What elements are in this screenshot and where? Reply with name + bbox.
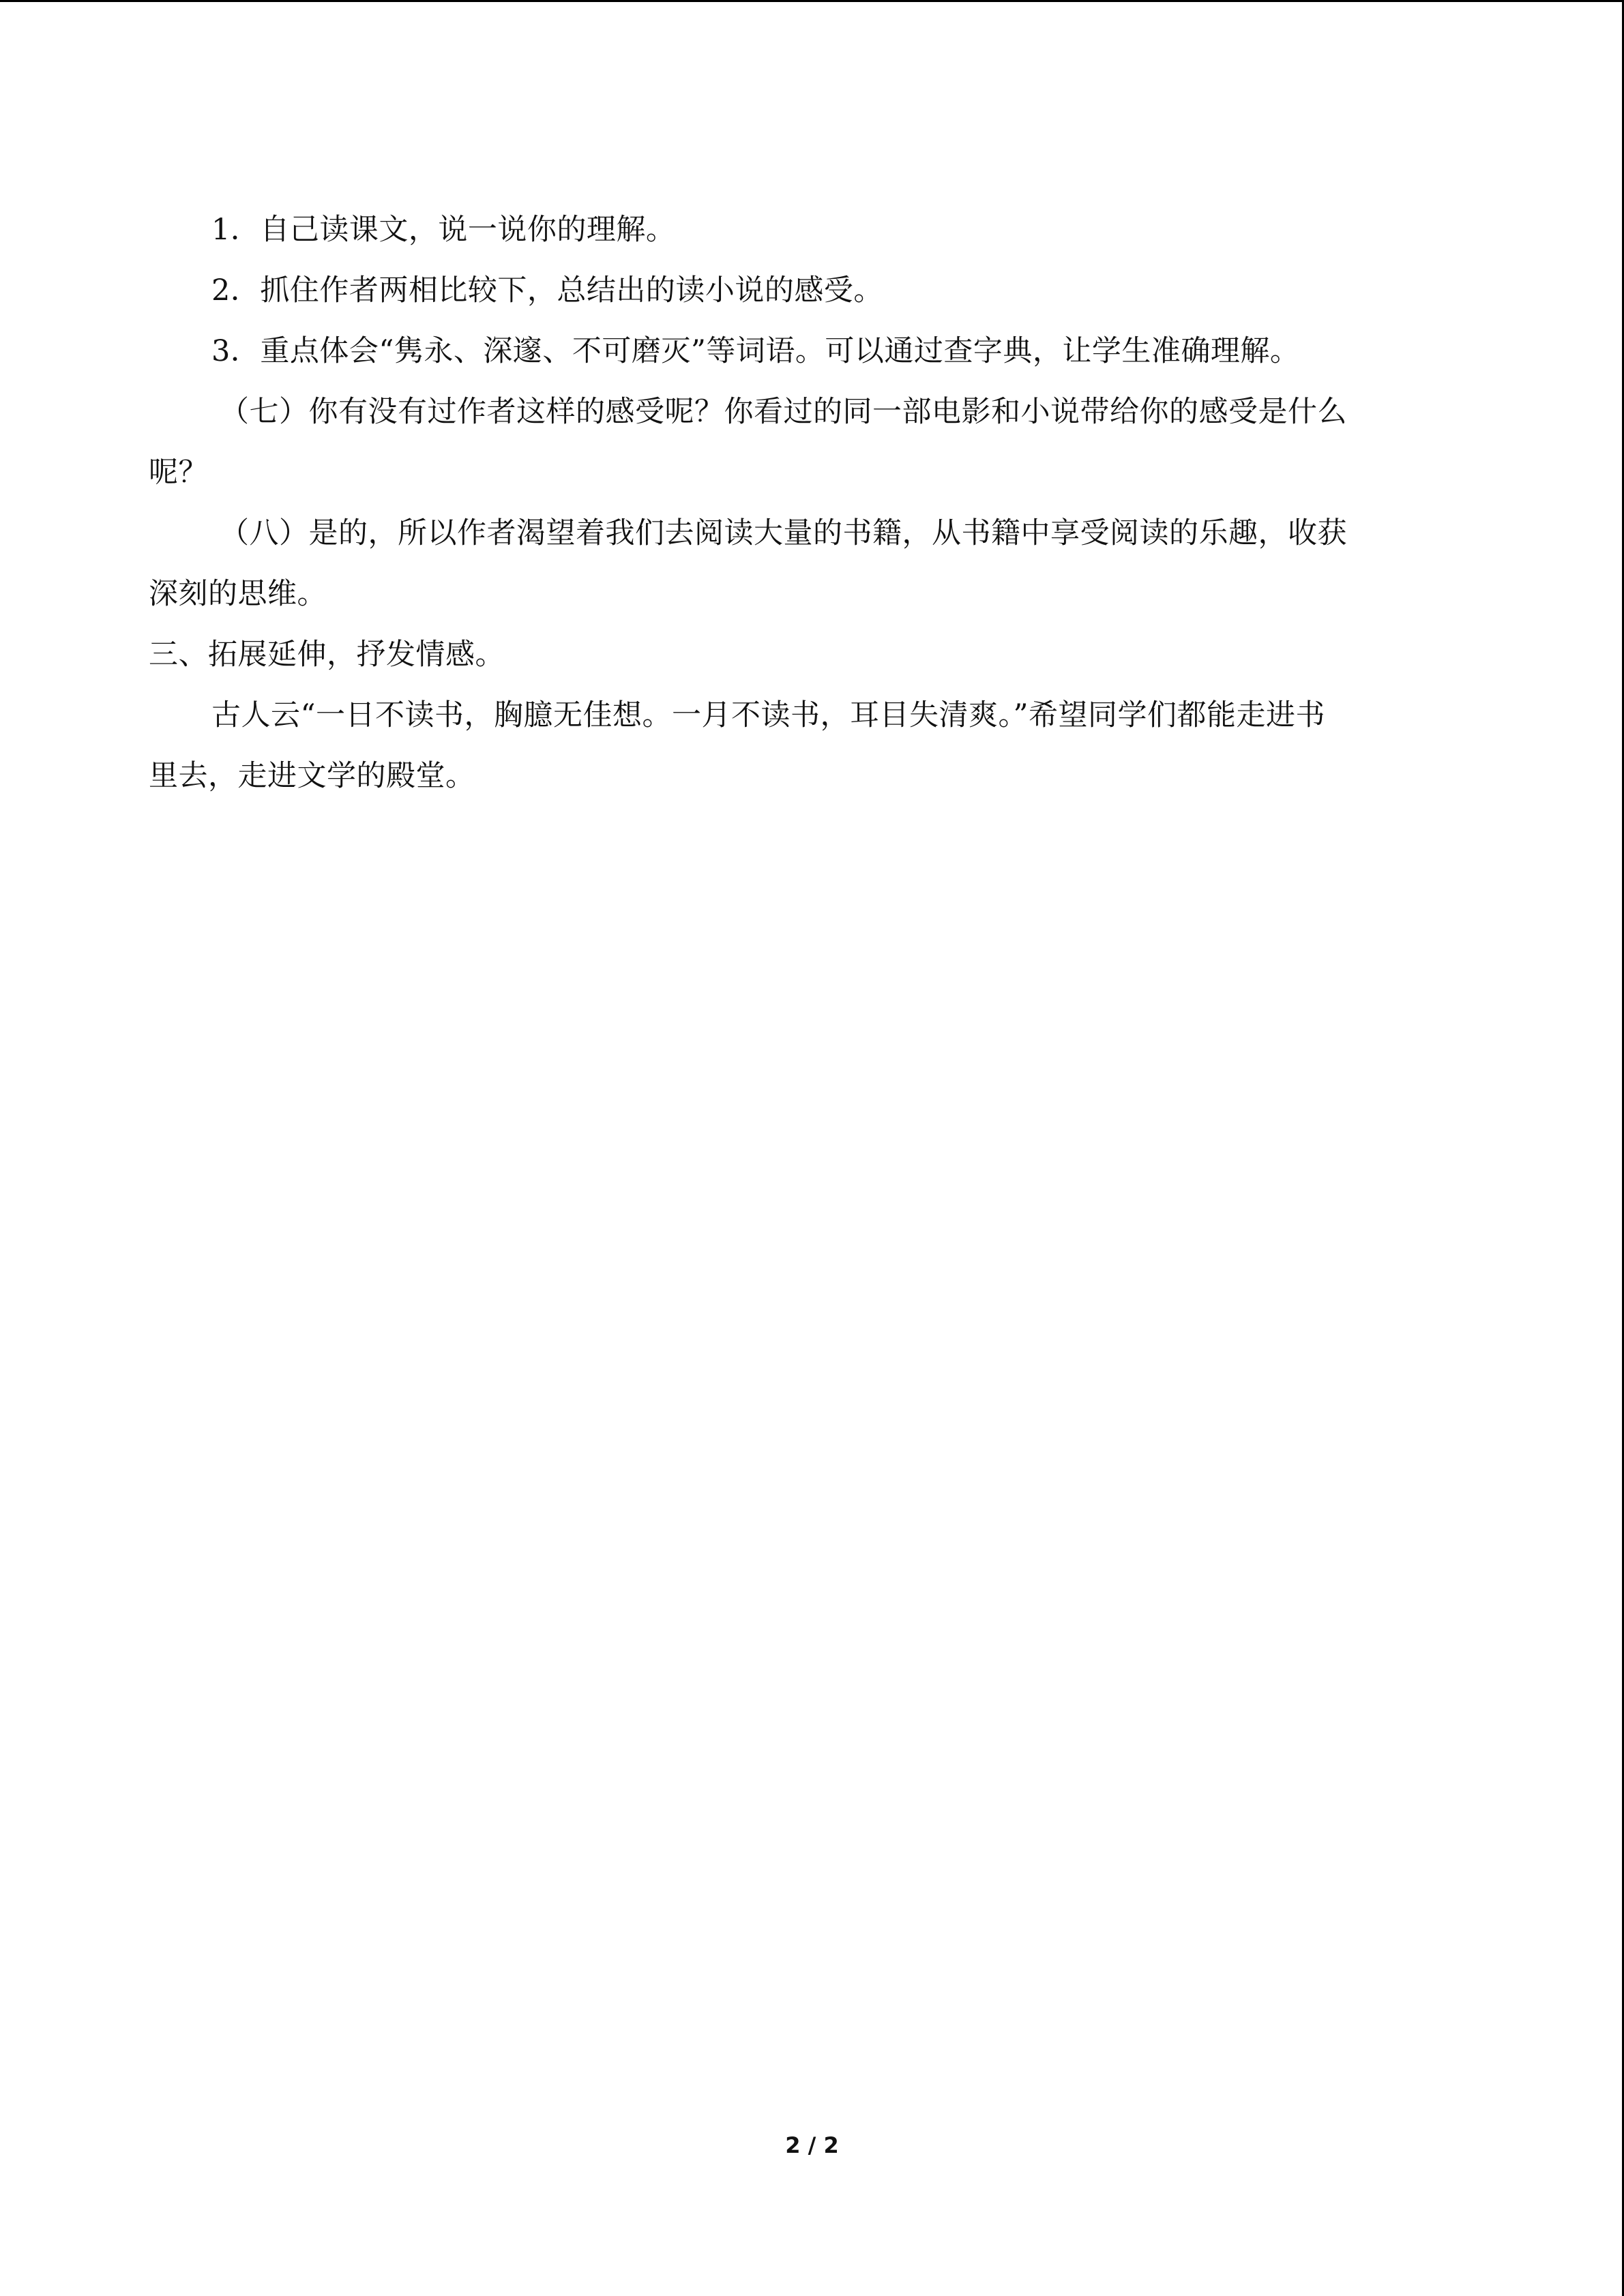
list-item-3: 3．重点体会“隽永、深邃、不可磨灭”等词语。可以通过查字典，让学生准确理解。 <box>211 334 1300 368</box>
list-item-1: 1．自己读课文，说一说你的理解。 <box>211 213 676 247</box>
list-item-2: 2．抓住作者两相比较下，总结出的读小说的感受。 <box>211 273 883 308</box>
closing-paragraph-line-2: 里去，走进文学的殿堂。 <box>149 759 475 793</box>
section-heading-3: 三、拓展延伸，抒发情感。 <box>149 638 505 672</box>
page-number: 2 / 2 <box>785 2132 839 2158</box>
paragraph-8-line-1: （八）是的，所以作者渴望着我们去阅读大量的书籍，从书籍中享受阅读的乐趣，收获 <box>220 516 1347 550</box>
paragraph-7-line-2: 呢？ <box>149 456 208 490</box>
paragraph-8-line-2: 深刻的思维。 <box>149 577 327 611</box>
paragraph-7-line-1: （七）你有没有过作者这样的感受呢？你看过的同一部电影和小说带给你的感受是什么 <box>220 395 1347 429</box>
closing-paragraph-line-1: 古人云“一日不读书，胸臆无佳想。一月不读书，耳目失清爽。”希望同学们都能走进书 <box>211 698 1325 732</box>
